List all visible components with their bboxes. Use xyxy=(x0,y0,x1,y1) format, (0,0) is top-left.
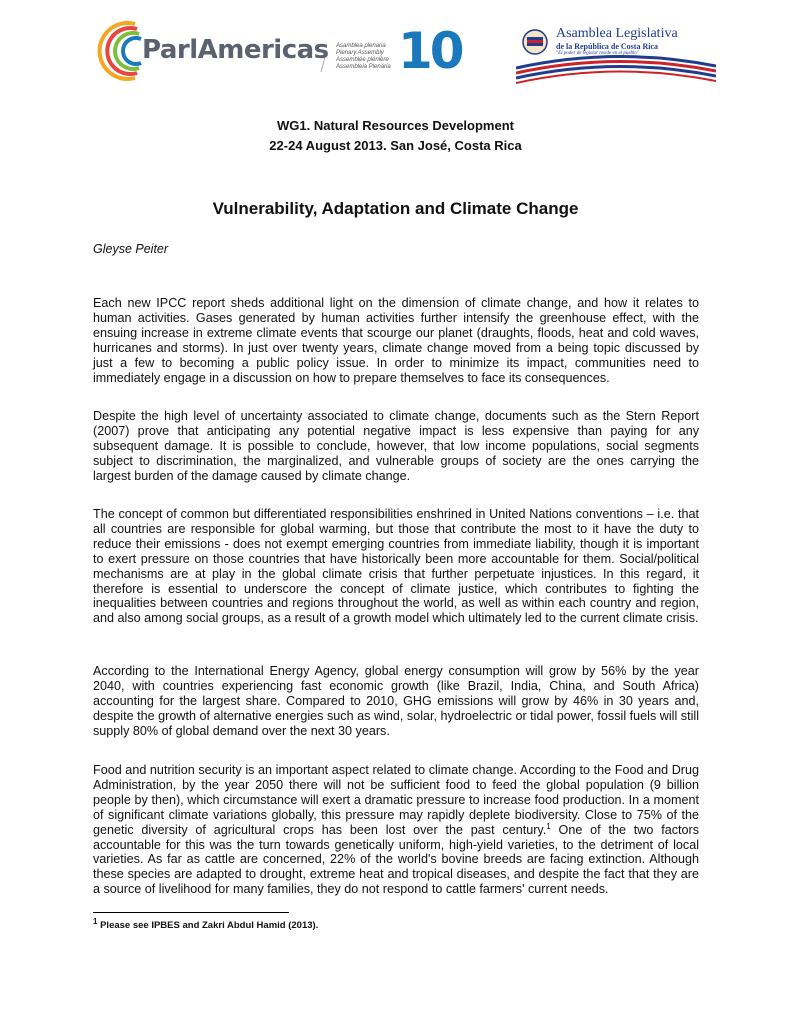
footnote: $^1$ Please see IPBES and Zakri Abdul Hamid (2013). xyxy=(93,916,319,931)
paragraph-1: Each new IPCC report sheds additional light on the dimension of climate change, and how it relates to human activities. Gases generated by human activities further intensify the greenhouse effect, with the ensuing increase in extreme climate events that scourge our planet (draughts, floods, heat and cold waves, hurricanes and storms). In just over twenty years, climate change moved from a being topic discussed by just a few to becoming a public policy issue. In order to minimize its impact, communities need to immediately engage in a discussion on how to prepare themselves to face its consequences. xyxy=(93,296,699,385)
footnote-divider xyxy=(93,912,289,913)
paragraph-5: Food and nutrition security is an important aspect related to climate change. According to the Food and Drug Administration, by the year 2050 there will not be sufficient food to feed the global population (9 billion people by then), which circumstance will exert a dramatic pressure to increase food production. In a moment of significant climate variations globally, this pressure may rapidly deplete biodiversity. Close to 75% of the genetic diversity of agricultural crops has been lost over the past century.$^1$ One of the two factors accountable for this was the turn towards genetically uniform, high-yield varieties, to the detriment of local varieties. As far as cattle are concerned, 22% of the world's bovine breeds are facing extinction. Although these species are adapted to drought, extreme heat and tropical diseases, and despite the fact that they are a source of livelihood for many families, they do not respond to cattle farmers' current needs. xyxy=(93,763,700,897)
paragraph-3: The concept of common but differentiated responsibilities enshrined in United Nations conventions – i.e. that all countries are responsible for global warming, but those that contribute the most to it have the duty to reduce their emissions - does not exempt emerging countries from immediate liability, though it is important to exert pressure on those countries that have historically been more accountable for them. Social/political mechanisms are at play in the global climate crisis that further perpetuate injustices. In this regard, it therefore is essential to underscore the concept of climate justice, which contributes to fighting the inequalities between countries and regions throughout the world, as well as within each country and region, and also among social groups, as a result of a growth model which ultimately led to the current climate crisis. xyxy=(93,507,699,626)
host-motto: "El poder de legislar reside en el pueblo" xyxy=(556,51,640,56)
parlamericas-wordmark: ParlAmericas xyxy=(142,35,329,65)
page-header xyxy=(0,0,791,100)
footnote-reference[interactable]: 1 xyxy=(546,821,551,831)
author-name: Gleyse Peiter xyxy=(93,242,169,256)
host-title: Asamblea Legislativa xyxy=(556,26,678,41)
edition-number: 10 xyxy=(398,22,462,80)
working-group: WG1. Natural Resources Development xyxy=(277,118,514,133)
assembly-label: Asamblea plenaria Plenary Assembly Assemblée plénière Assembleia Plenária xyxy=(336,43,391,70)
paragraph-2: Despite the high level of uncertainty associated to climate change, documents such as the Stern Report (2007) prove that anticipating any potential negative impact is less expensive than paying for any subsequent damage. It is possible to conclude, however, that low income populations, social segments subject to discrimination, the marginalized, and vulnerable groups of society are the ones carrying the largest burden of the damage caused by climate change. xyxy=(93,409,699,483)
date-place: 22-24 August 2013. San José, Costa Rica xyxy=(269,138,522,153)
document-title: Vulnerability, Adaptation and Climate Change xyxy=(212,199,579,218)
host-subtitle: de la República de Costa Rica xyxy=(556,42,658,51)
paragraph-4: According to the International Energy Agency, global energy consumption will grow by 56% by the year 2040, with countries experiencing fast economic growth (like Brazil, India, China, and South Africa) accounting for the largest share. Compared to 2010, GHG emissions will grow by 46% in 30 years and, despite the growth of alternative energies such as wind, solar, hydroelectric or tidal power, fossil fuels will still supply 80% of global demand over the next 30 years. xyxy=(93,664,699,738)
